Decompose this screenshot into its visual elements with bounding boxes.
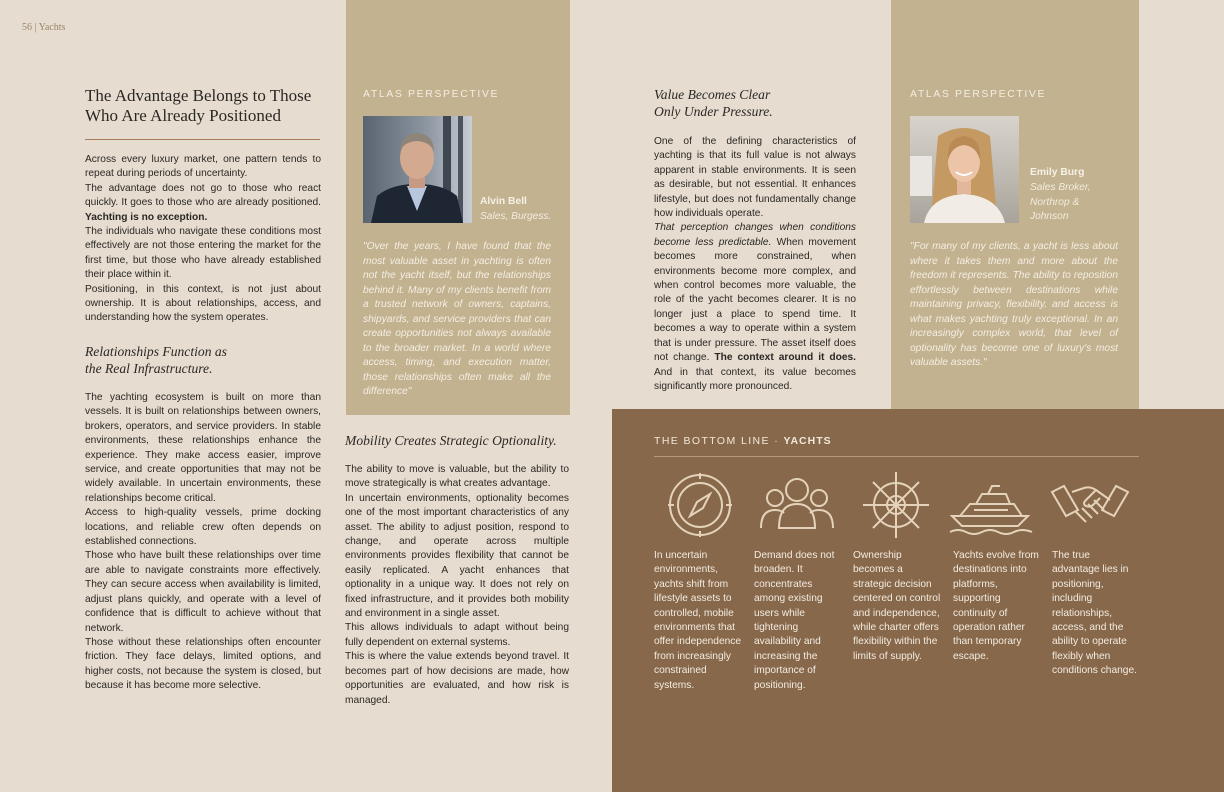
article-title: The Advantage Belongs to Those Who Are Already Positioned <box>85 86 312 125</box>
section-heading-mobility: Mobility Creates Strategic Optionality. <box>345 433 557 448</box>
section-heading-value: Value Becomes Clear Only Under Pressure. <box>654 87 773 119</box>
bottom-line-divider <box>654 456 1139 457</box>
perspective-kicker: ATLAS PERSPECTIVE <box>363 88 500 100</box>
bottom-line-item: Yachts evolve from destinations into platforms, supporting continuity of operation rather than temporary escape. <box>953 550 1039 662</box>
section-heading-relationships: Relationships Function as the Real Infrastructure. <box>85 344 227 376</box>
intro-text: Across every luxury market, one pattern tends to repeat during periods of uncertainty. The advantage does not go to those who react quickly. It goes to those who are already positioned. Yachting is no exception. The individuals who navigate these conditions most effectively are not those entering the market for the first time, but those who have already established their place within it. Positioning, in this context, is not just about ownership. It is about relationships, access, and understanding how the system operates. <box>85 154 321 324</box>
ship-wheel-icon <box>856 470 936 540</box>
yacht-icon <box>948 470 1028 540</box>
bottom-line-item: The true advantage lies in positioning, including relationships, access, and the ability to operate flexibly when conditions change. <box>1052 550 1137 677</box>
compass-icon <box>660 470 740 540</box>
perspective-kicker-2: ATLAS PERSPECTIVE <box>910 88 1047 100</box>
expert-quote: "Over the years, I have found that the most valuable asset in yachting is often not the yacht itself, but the relationships behind it. Many of my clients benefit from a trusted network of owners, captains, shipyards, and service providers that can create opportunities not always available to the broader market. In a world where access, timing, and execution matter, those relationships often make all the difference" <box>363 241 551 397</box>
value-body: One of the defining characteristics of yachting is that its full value is not always apparent in stable environments. It is seen as desirable, but not essential. It enhances lifestyle, but does not fundamentally change how individuals operate. That perception changes when conditions become less predictable. When movement becomes more constrained, when environments become more complex, and when control becomes more valuable, the role of the yacht becomes clearer. It is no longer just a place to spend time. It becomes a way to operate within a system that is under pressure. The asset itself does not change. The context around it does. And in that context, its value becomes significantly more pronounced. <box>654 136 857 392</box>
bottom-line-item: In uncertain environments, yachts shift from lifestyle assets to controlled, mobile environments that offer independence from increasingly constrained systems. <box>654 550 742 691</box>
people-icon <box>757 470 837 540</box>
page-number: 56 | Yachts <box>22 22 66 33</box>
portrait-alvin-bell <box>363 116 472 223</box>
bottom-line-title: THE BOTTOM LINE · YACHTS <box>654 435 832 447</box>
expert-quote-2: "For many of my clients, a yacht is less about where it takes them and more about the freedom it represents. The ability to reposition effortlessly between destinations while maintaining privacy, flexibility, and access is what makes yachting truly exceptional. In an increasingly complex world, that level of optionality has become one of luxury's most valuable assets." <box>910 241 1118 368</box>
bottom-line-item: Demand does not broaden. It concentrates among existing users while tightening availability and increasing the importance of positioning. <box>754 550 835 691</box>
handshake-icon <box>1050 470 1130 540</box>
title-divider <box>85 139 320 140</box>
expert-role: Sales, Burgess. <box>480 211 552 222</box>
portrait-emily-burg <box>910 116 1019 223</box>
bottom-line-item: Ownership becomes a strategic decision centered on control and independence, while charter offers flexibility within the limits of supply. <box>853 550 941 662</box>
expert-role-2: Sales Broker, Northrop & Johnson <box>1030 182 1091 222</box>
relationships-body: The yachting ecosystem is built on more than vessels. It is built on relationships between owners, brokers, operators, and service providers. In stable environments, these relationships enhance the experience. They make access easier, improve service, and create opportunities that may not be widely available. In uncertain environments, these relationships become critical. Access to high-quality vessels, prime docking locations, and reliable crew often depends on established connections. Those who have built these relationships over time are able to navigate constraints more effectively. They can secure access when availability is limited, adjust plans quickly, and operate with a level of confidence that is difficult to achieve without that network. Those without these relationships often encounter friction. They face delays, limited options, and higher costs, not because the system is closed, but because it has become more selective. <box>85 392 321 692</box>
expert-name: Alvin Bell <box>480 196 527 207</box>
expert-name-2: Emily Burg <box>1030 167 1085 178</box>
mobility-body: The ability to move is valuable, but the ability to move strategically is what creates advantage. In uncertain environments, optionality becomes one of the most important characteristics of any asset. The ability to adjust position, respond to change, and operate across multiple environments provides flexibility that cannot be easily replicated. A yacht enhances that optionality in a unique way. It does not rely on fixed infrastructure, and it provides both mobility and environment in a single asset. This allows individuals to adapt without being fully dependent on external systems. This is where the value extends beyond travel. It becomes part of how decisions are made, how opportunities are evaluated, and how risk is managed. <box>345 464 569 706</box>
